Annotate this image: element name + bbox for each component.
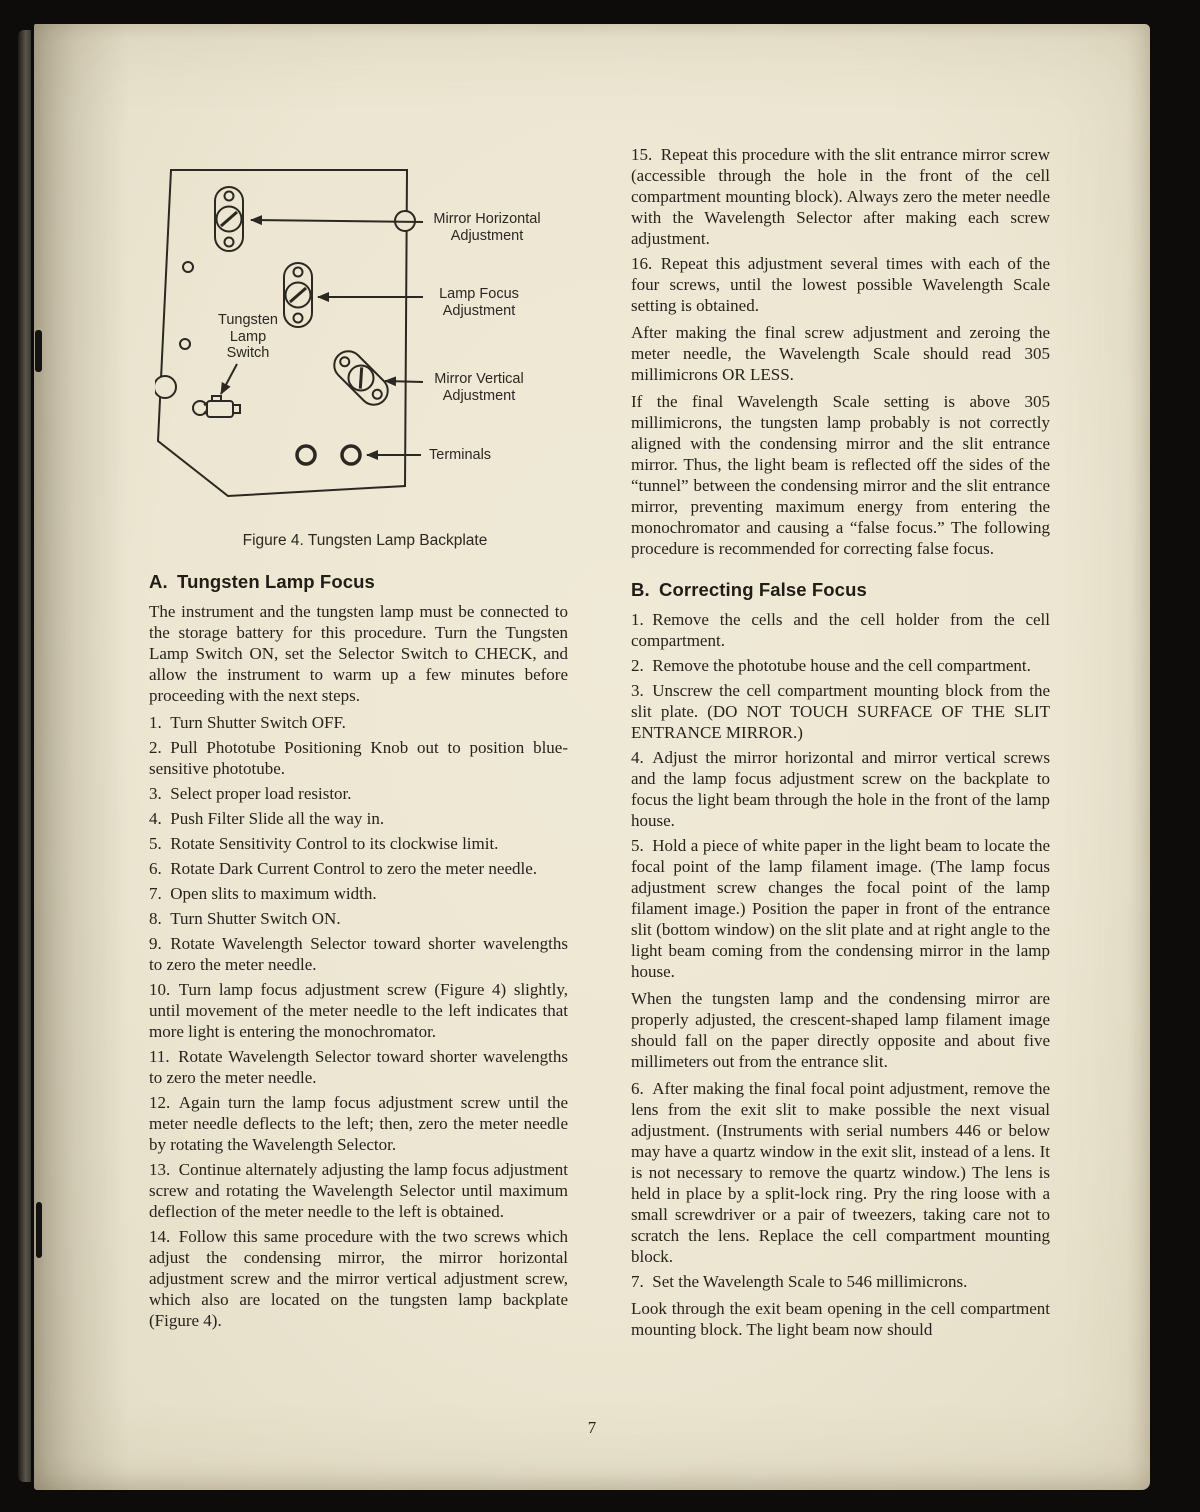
figure-label-mirror-vertical: Mirror Vertical Adjustment — [434, 371, 524, 404]
step-paragraph: 6. Rotate Dark Current Control to zero the meter needle. — [149, 859, 538, 878]
terminal-icon — [297, 446, 315, 464]
paragraph-false-focus: If the final Wavelength Scale setting is above 305 millimicrons, the tungsten lamp probably is not correctly aligned with the condensing mirror and the slit entrance mirror. Thus, the light beam is reflected off the sides of the “tunnel” between the condensing mirror and the slit entrance mirror, preventing maximum energy from entering the monochromator and causing a “false focus.” The following procedure is recommended for correcting false focus. — [631, 392, 1050, 558]
section-b-heading: B. Correcting False Focus — [631, 579, 867, 600]
step-paragraph: 10. Turn lamp focus adjustment screw (Figure 4) slightly, until movement of the meter needle to the left indicates that more light is entering the monochromator. — [149, 980, 568, 1041]
step-paragraph: 9. Rotate Wavelength Selector toward shorter wavelengths to zero the meter needle. — [149, 934, 568, 974]
arrow-mirror-vertical — [385, 381, 423, 382]
mirror-vertical-screw-icon — [328, 345, 393, 410]
page-number: 7 — [587, 1418, 597, 1437]
step-paragraph: 3. Unscrew the cell compartment mounting block from the slit plate. (DO NOT TOUCH SURFACE OF THE SLIT ENTRANCE MIRROR.) — [631, 681, 1050, 742]
step-paragraph: 2. Remove the phototube house and the cell compartment. — [631, 656, 1031, 675]
figure-label-tungsten-lamp-switch: Tungsten Lamp Switch — [218, 312, 278, 361]
figure-4-tungsten-lamp-backplate — [155, 164, 575, 512]
lamp-focus-screw-icon — [284, 263, 312, 327]
step-paragraph: 13. Continue alternately adjusting the lamp focus adjustment screw and rotating the Wavelength Selector until maximum deflection of the meter needle to the left is obtained. — [149, 1160, 568, 1221]
figure-label-terminals: Terminals — [429, 447, 492, 463]
step-paragraph: 3. Select proper load resistor. — [149, 784, 352, 803]
lamp-switch-icon — [193, 396, 240, 417]
small-hole — [183, 262, 193, 272]
section-a-heading: A. Tungsten Lamp Focus — [149, 571, 375, 592]
step-paragraph: 11. Rotate Wavelength Selector toward shorter wavelengths to zero the meter needle. — [149, 1047, 568, 1087]
step-paragraph: 5. Rotate Sensitivity Control to its clockwise limit. — [149, 834, 499, 853]
small-hole — [180, 339, 190, 349]
paragraph-wavelength-reading: After making the final screw adjustment and zeroing the meter needle, the Wavelength Scale should read 305 millimicrons OR LESS. — [631, 323, 1050, 384]
step-paragraph: 1. Remove the cells and the cell holder from the cell compartment. — [631, 610, 1050, 650]
step-paragraph: 4. Push Filter Slide all the way in. — [149, 809, 385, 828]
step-paragraph: 6. After making the final focal point adjustment, remove the lens from the exit slit to make possible the next visual adjustment. (Instruments with serial numbers 446 or below may have a quartz window in the exit slit, instead of a lens. It is not necessary to remove the quartz window.) The lens is held in place by a split-lock ring. Pry the ring loose with a small screwdriver or a pair of tweezers, taking care not to scratch the lens. Replace the cell compartment mounting block. — [631, 1079, 1050, 1266]
step-paragraph: 1. Turn Shutter Switch OFF. — [149, 713, 346, 732]
terminal-icon — [342, 446, 360, 464]
book-page-stack-edge — [18, 30, 31, 1482]
right-column — [631, 140, 1050, 1346]
left-column — [149, 140, 568, 1335]
step-paragraph: 5. Hold a piece of white paper in the light beam to locate the focal point of the lamp filament image. (The lamp focus adjustment screw changes the focal point of the lamp filament image.) Position the paper in front of the entrance slit (bottom window) on the slit plate and at right angle to the light beam coming from the condensing mirror in the lamp house. — [631, 836, 1050, 981]
step-paragraph: 7. Set the Wavelength Scale to 546 millimicrons. — [631, 1272, 968, 1291]
step-paragraph: 12. Again turn the lamp focus adjustment screw until the meter needle deflects to the left; then, zero the meter needle by rotating the Wavelength Selector. — [149, 1093, 568, 1154]
binding-stitch — [36, 1202, 42, 1258]
step-paragraph: 16. Repeat this adjustment several times with each of the four screws, until the lowest possible Wavelength Scale setting is obtained. — [631, 254, 1050, 315]
section-a-intro: The instrument and the tungsten lamp must be connected to the storage battery for this procedure. Turn the Tungsten Lamp Switch ON, set the Selector Switch to CHECK, and allow the instrument to warm up a few minutes before proceeding with the next steps. — [149, 602, 568, 705]
step-paragraph: 15. Repeat this procedure with the slit entrance mirror screw (accessible through the hole in the front of the cell compartment mounting block). Always zero the meter needle with the Wavelength Selector after making each screw adjustment. — [631, 145, 1050, 248]
step-paragraph: 7. Open slits to maximum width. — [149, 884, 377, 903]
figure-label-mirror-horizontal: Mirror Horizontal Adjustment — [433, 211, 541, 244]
arrow-lamp-switch — [221, 364, 237, 394]
paragraph-closing: Look through the exit beam opening in the cell compartment mounting block. The light beam now should — [631, 1299, 1050, 1339]
left-edge-hole — [155, 376, 176, 398]
paragraph-crescent-image: When the tungsten lamp and the condensing mirror are properly adjusted, the crescent-shaped lamp filament image should fall on the paper directly opposite and about five millimeters out from the entrance slit. — [631, 989, 1050, 1071]
scanned-manual-page — [34, 24, 1150, 1490]
figure-label-lamp-focus: Lamp Focus Adjustment — [439, 286, 519, 319]
step-paragraph: 8. Turn Shutter Switch ON. — [149, 909, 341, 928]
step-paragraph: 4. Adjust the mirror horizontal and mirror vertical screws and the lamp focus adjustment screw on the backplate to focus the light beam through the hole in the front of the lamp house. — [631, 748, 1050, 830]
binding-stitch — [35, 330, 42, 372]
figure-caption: Figure 4. Tungsten Lamp Backplate — [242, 532, 488, 549]
step-paragraph: 14. Follow this same procedure with the two screws which adjust the condensing mirror, the mirror horizontal adjustment screw and the mirror vertical adjustment screw, which also are located on the tungsten lamp backplate (Figure 4). — [149, 1227, 568, 1330]
step-paragraph: 2. Pull Phototube Positioning Knob out to position blue-sensitive phototube. — [149, 738, 568, 778]
mirror-horizontal-screw-icon — [215, 187, 243, 251]
